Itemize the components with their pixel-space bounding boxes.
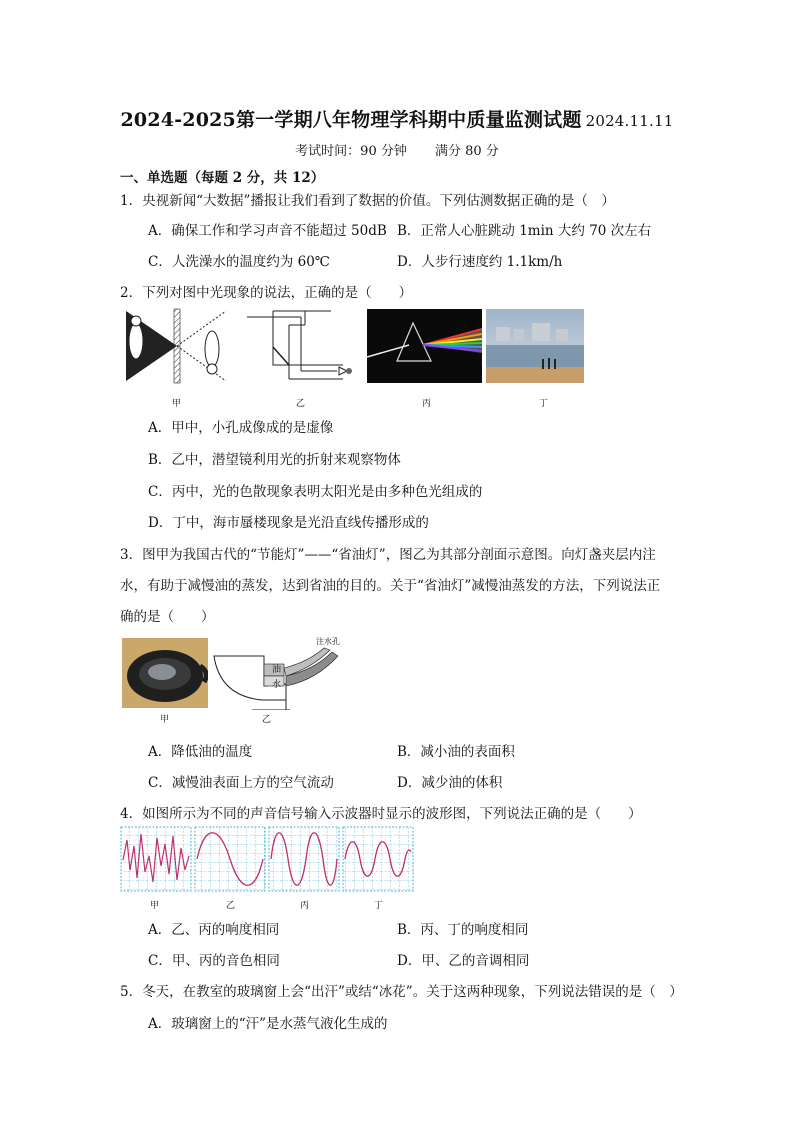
- q3-option-b: B．减小油的表面积: [397, 744, 515, 760]
- q2-option-b: B．乙中，潜望镜利用光的折射来观察物体: [148, 452, 401, 468]
- q4-label-bing: 丙: [300, 901, 310, 911]
- waveform-figure: [120, 826, 416, 894]
- oil-lamp-photo: [122, 638, 208, 708]
- q2-label-yi: 乙: [296, 399, 306, 409]
- lamp-water-hole-label: 注水孔: [316, 637, 340, 646]
- q4-option-c: C．甲、丙的音色相同: [148, 953, 280, 969]
- q2-option-d: D．丁中，海市蜃楼现象是光沿直线传播形成的: [148, 515, 429, 531]
- q4-label-jia: 甲: [150, 901, 160, 911]
- q4-stem: 4．如图所示为不同的声音信号输入示波器时显示的波形图，下列说法正确的是（ ）: [120, 806, 642, 822]
- q2-stem: 2．下列对图中光现象的说法，正确的是（ ）: [120, 285, 413, 301]
- periscope-figure: [243, 307, 355, 387]
- q4-label-ding: 丁: [374, 901, 384, 911]
- exam-title: [0, 105, 794, 132]
- q3-stem-line1: 3．图甲为我国古代的“节能灯”——“省油灯”，图乙为其部分剖面示意图。向灯盏夹层内注: [120, 547, 656, 563]
- q3-stem-line3: 确的是（ ）: [120, 609, 215, 625]
- q3-stem-line2: 水，有助于减慢油的蒸发，达到省油的目的。关于“省油灯”减慢油蒸发的方法，下列说法正: [120, 578, 661, 594]
- q2-label-jia: 甲: [172, 399, 182, 409]
- full-score: 满分 80 分: [435, 144, 499, 159]
- q5-option-a: A．玻璃窗上的“汗”是水蒸气液化生成的: [148, 1016, 388, 1032]
- q3-option-d: D．减少油的体积: [397, 775, 503, 791]
- q3-label-jia: 甲: [160, 715, 170, 725]
- q5-stem: 5．冬天，在教室的玻璃窗上会“出汗”或结“冰花”。关于这两种现象，下列说法错误的是（ ）: [120, 984, 683, 1000]
- q2-label-ding: 丁: [539, 399, 549, 409]
- mirage-figure: [486, 309, 584, 383]
- q2-option-c: C．丙中，光的色散现象表明太阳光是由多种色光组成的: [148, 484, 483, 500]
- q2-label-bing: 丙: [422, 399, 432, 409]
- q2-option-a: A．甲中，小孔成像成的是虚像: [148, 420, 334, 436]
- exam-info: [0, 140, 794, 159]
- q4-option-d: D．甲、乙的音调相同: [397, 953, 530, 969]
- q1-option-d: D．人步行速度约 1.1km/h: [397, 254, 563, 270]
- q3-label-yi: 乙: [262, 715, 272, 725]
- q4-option-b: B．丙、丁的响度相同: [397, 922, 529, 938]
- section-heading: 一、单选题（每题 2 分，共 12）: [120, 170, 325, 186]
- q1-option-b: B．正常人心脏跳动 1min 大约 70 次左右: [397, 223, 652, 239]
- q3-option-c: C．减慢油表面上方的空气流动: [148, 775, 334, 791]
- q1-option-a: A．确保工作和学习声音不能超过 50dB: [148, 223, 387, 239]
- q4-option-a: A．乙、丙的响度相同: [148, 922, 280, 938]
- q1-stem: 1．央视新闻“大数据”播报让我们看到了数据的价值。下列估测数据正确的是（ ）: [120, 193, 615, 209]
- q4-label-yi: 乙: [226, 901, 236, 911]
- title-text: 2024-2025第一学期八年物理学科期中质量监测试题: [120, 109, 582, 131]
- exam-time: 考试时间：90 分钟: [295, 144, 407, 159]
- pinhole-figure: [122, 307, 234, 385]
- exam-date: 2024.11.11: [585, 112, 674, 130]
- lamp-oil-label: 油: [272, 665, 282, 675]
- q3-option-a: A．降低油的温度: [148, 744, 253, 760]
- q1-option-c: C．人洗澡水的温度约为 60℃: [148, 254, 330, 270]
- prism-figure: [367, 309, 482, 383]
- lamp-water-label: 水: [272, 680, 282, 690]
